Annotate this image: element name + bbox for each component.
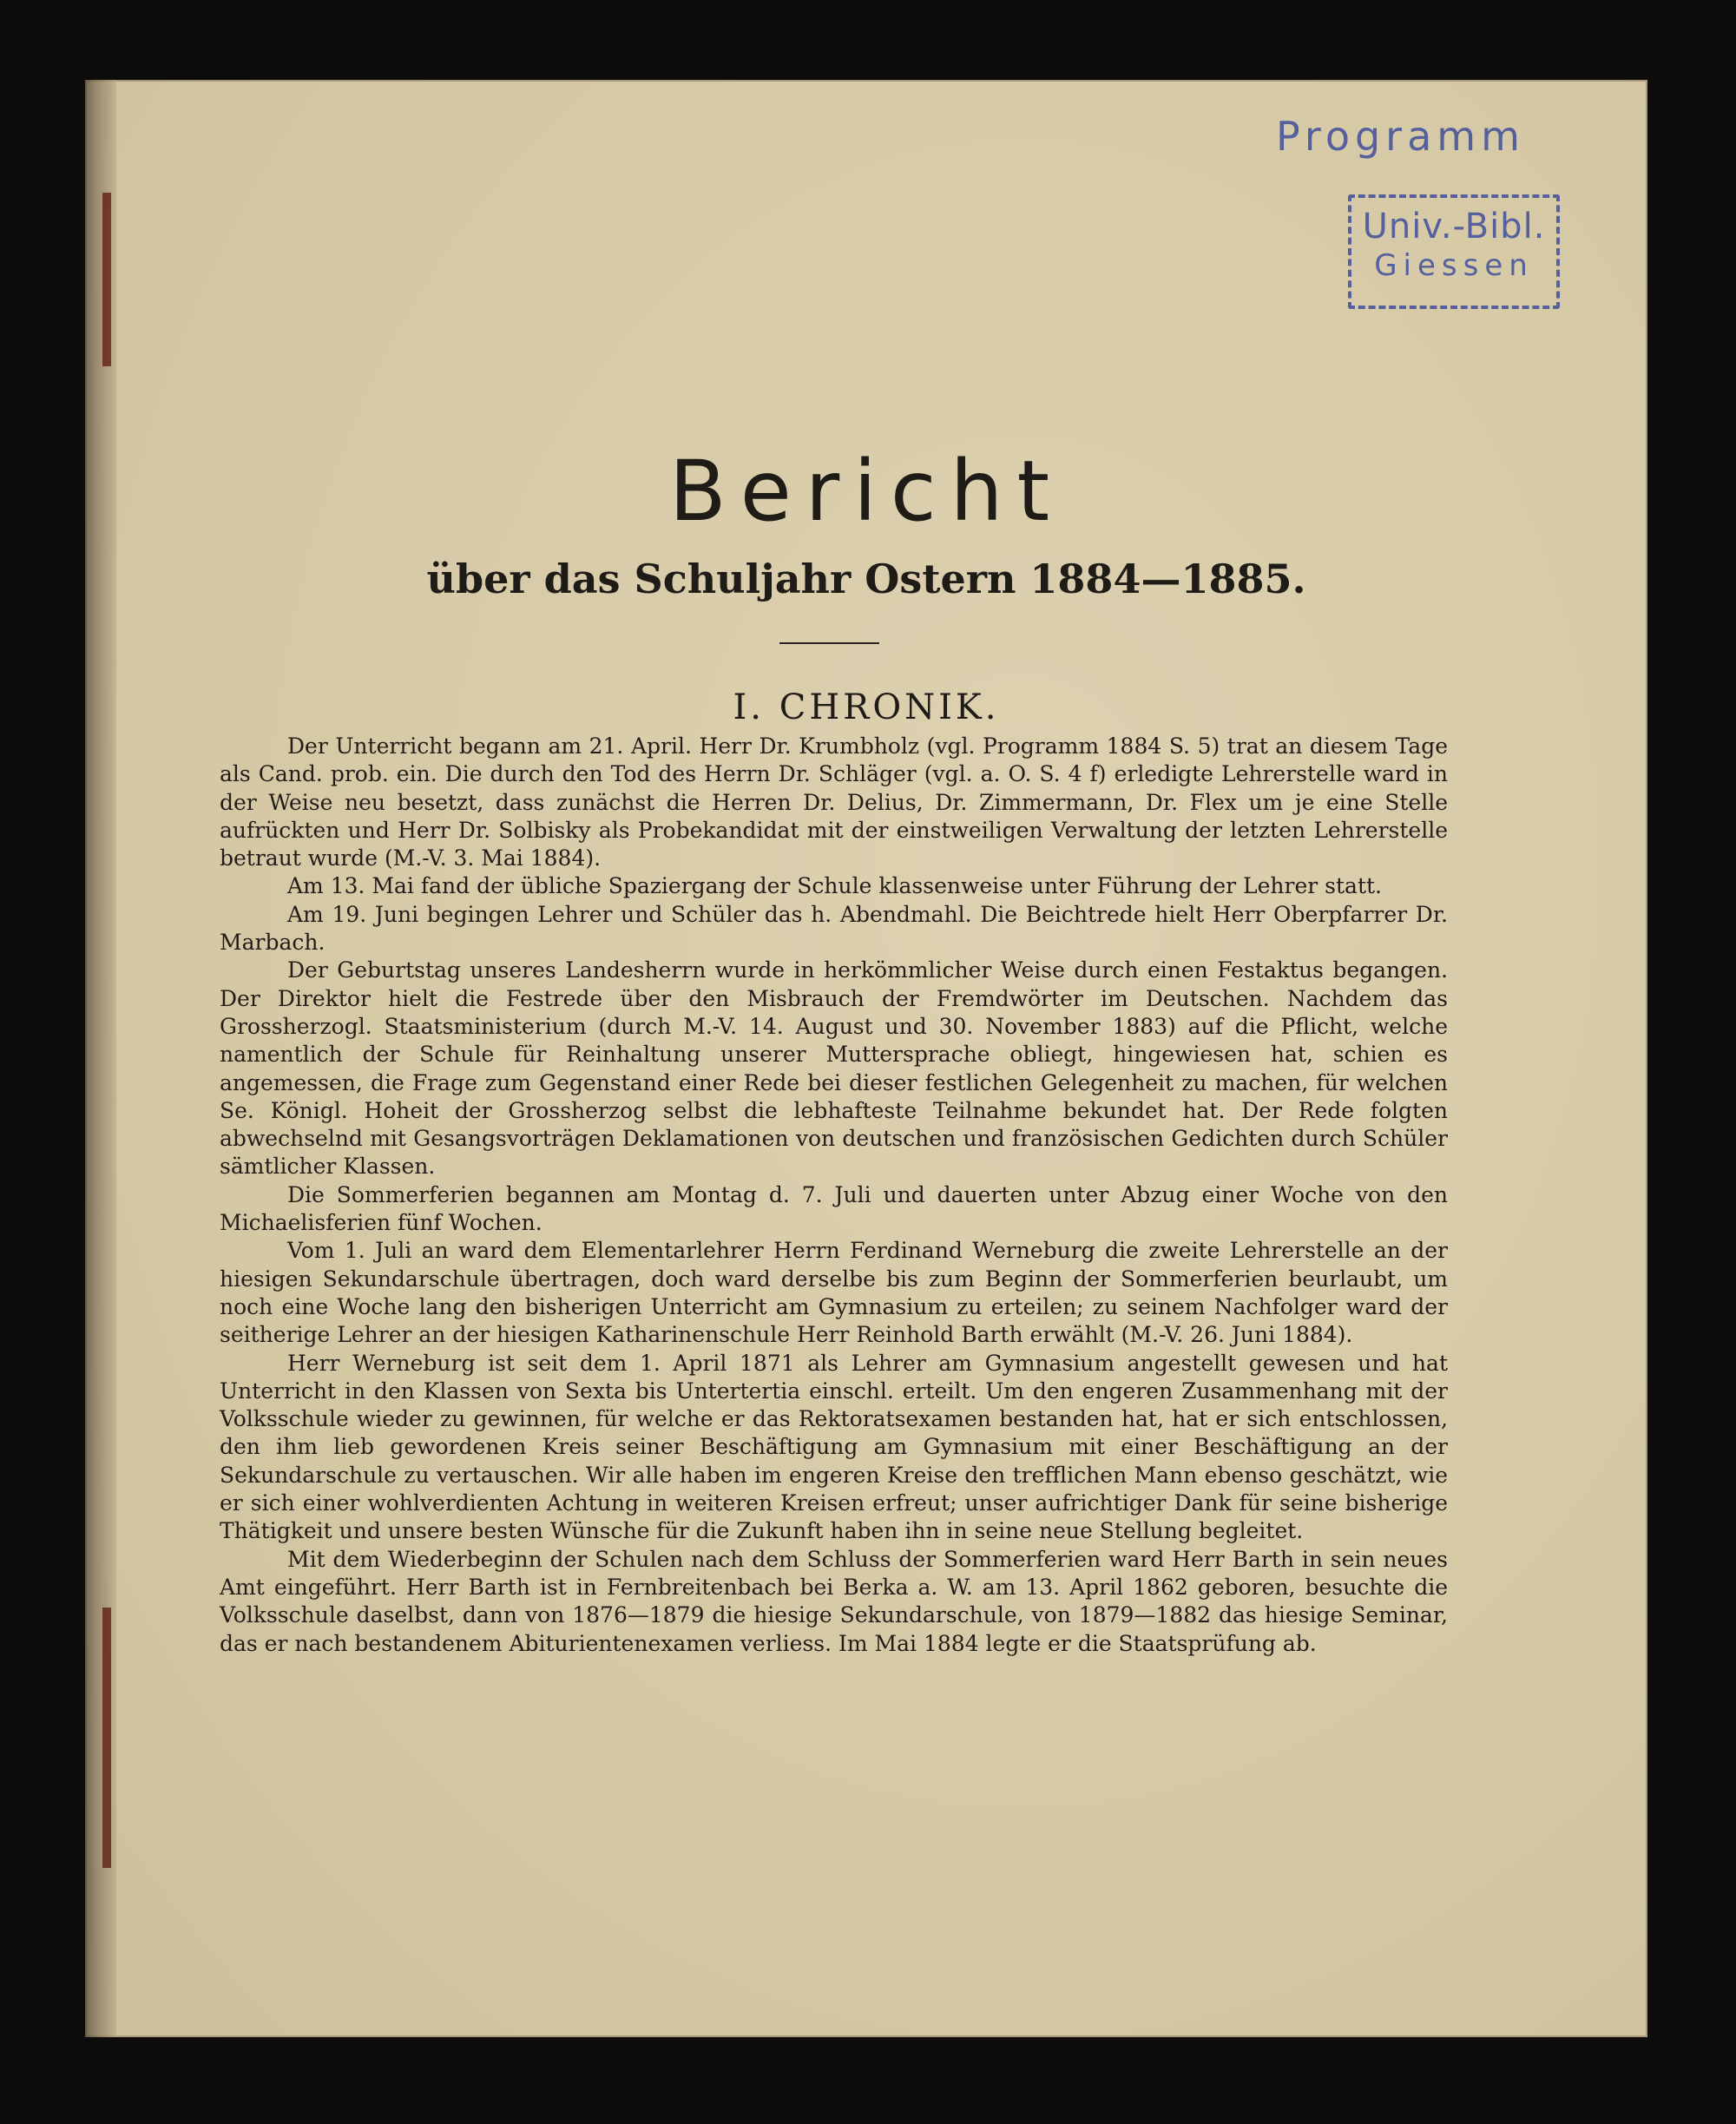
paragraph: Herr Werneburg ist seit dem 1. April 1871 als Lehrer am Gymnasium angestellt gewesen und hat Unterricht in den Klassen von Sexta bis Untertertia einschl. erteilt. Um den engeren Zusammenhang mit der Volksschule wieder zu gewinnen, für welche er das Rektoratsexamen bestanden hat, hat er sich entschlossen, den ihm lieb gewordenen Kreis seiner Beschäftigung am Gymnasium mit einer Beschäftigung an der Sekundarschule zu vertauschen. Wir alle haben im engeren Kreise den trefflichen Mann ebenso geschätzt, wie er sich einer wohlverdienten Achtung in weiteren Kreisen erfreut; unser aufrichtiger Dank für seine bisherige Thätigkeit und unsere besten Wünsche für die Zukunft haben ihn in seine neue Stellung begleitet. — [220, 1350, 1448, 1544]
divider-rule — [779, 642, 879, 644]
program-stamp: Programm — [1276, 113, 1525, 160]
library-stamp — [1348, 194, 1560, 309]
binding-mark — [102, 193, 111, 366]
torn-left-edge — [85, 80, 116, 2037]
document-subtitle: über das Schuljahr Ostern 1884—1885. — [426, 556, 1306, 602]
paragraph: Der Geburtstag unseres Landesherrn wurde in herkömmlicher Weise durch einen Festaktus begangen. Der Direktor hielt die Festrede über den Misbrauch der Fremdwörter im Deutschen. Nachdem das Grossherzogl. Staatsministerium (durch M.-V. 14. August und 30. November 1883) auf die Pflicht, welche namentlich der Schule für Reinhaltung unserer Muttersprache obliegt, hingewiesen hat, schien es angemessen, die Frage zum Gegenstand einer Rede bei dieser festlichen Gelegenheit zu machen, für welchen Se. Königl. Hoheit der Grossherzog selbst die lebhafteste Teilnahme bekundet hat. Der Rede folgten abwechselnd mit Gesangsvorträgen Deklamationen von deutschen und französischen Gedichten durch Schüler sämtlicher Klassen. — [220, 957, 1448, 1180]
paragraph: Am 19. Juni begingen Lehrer und Schüler das h. Abendmahl. Die Beichtrede hielt Herr Oberpfarrer Dr. Marbach. — [220, 901, 1448, 956]
document-title: Bericht — [668, 443, 1064, 540]
section-heading: I. CHRONIK. — [733, 687, 1000, 727]
library-stamp-line2: Giessen — [1374, 248, 1534, 283]
paragraph: Die Sommerferien begannen am Montag d. 7. Juli und dauerten unter Abzug einer Woche von den Michaelisferien fünf Wochen. — [220, 1181, 1448, 1236]
document-page — [85, 80, 1647, 2037]
binding-mark — [102, 1608, 111, 1868]
paragraph: Mit dem Wiederbeginn der Schulen nach dem Schluss der Sommerferien ward Herr Barth in sein neues Amt eingeführt. Herr Barth ist in Fernbreitenbach bei Berka a. W. am 13. April 1862 geboren, besuchte die Volksschule daselbst, dann von 1876—1879 die hiesige Sekundarschule, von 1879—1882 das hiesige Seminar, das er nach bestandenem Abiturientenexamen verliess. Im Mai 1884 legte er die Staatsprüfung ab. — [220, 1546, 1448, 1656]
paragraph: Vom 1. Juli an ward dem Elementarlehrer Herrn Ferdinand Werneburg die zweite Lehrerstelle an der hiesigen Sekundarschule übertragen, doch ward derselbe bis zum Beginn der Sommerferien beurlaubt, um noch eine Woche lang den bisherigen Unterricht am Gymnasium zu erteilen; zu seinem Nachfolger ward der seitherige Lehrer an der hiesigen Katharinenschule Herr Reinhold Barth erwählt (M.-V. 26. Juni 1884). — [220, 1238, 1448, 1348]
paragraph: Am 13. Mai fand der übliche Spaziergang der Schule klassenweise unter Führung der Lehrer statt. — [287, 873, 1382, 899]
chronicle-body — [220, 733, 1448, 1658]
library-stamp-line1: Univ.-Bibl. — [1362, 207, 1546, 247]
paragraph: Der Unterricht begann am 21. April. Herr Dr. Krumbholz (vgl. Programm 1884 S. 5) trat an diesem Tage als Cand. prob. ein. Die durch den Tod des Herrn Dr. Schläger (vgl. a. O. S. 4 f) erledigte Lehrerstelle ward in der Weise neu besetzt, dass zunächst die Herren Dr. Delius, Dr. Zimmermann, Dr. Flex um je eine Stelle aufrückten und Herr Dr. Solbisky als Probekandidat mit der einstweiligen Verwaltung der letzten Lehrerstelle betraut wurde (M.-V. 3. Mai 1884). — [220, 733, 1448, 871]
